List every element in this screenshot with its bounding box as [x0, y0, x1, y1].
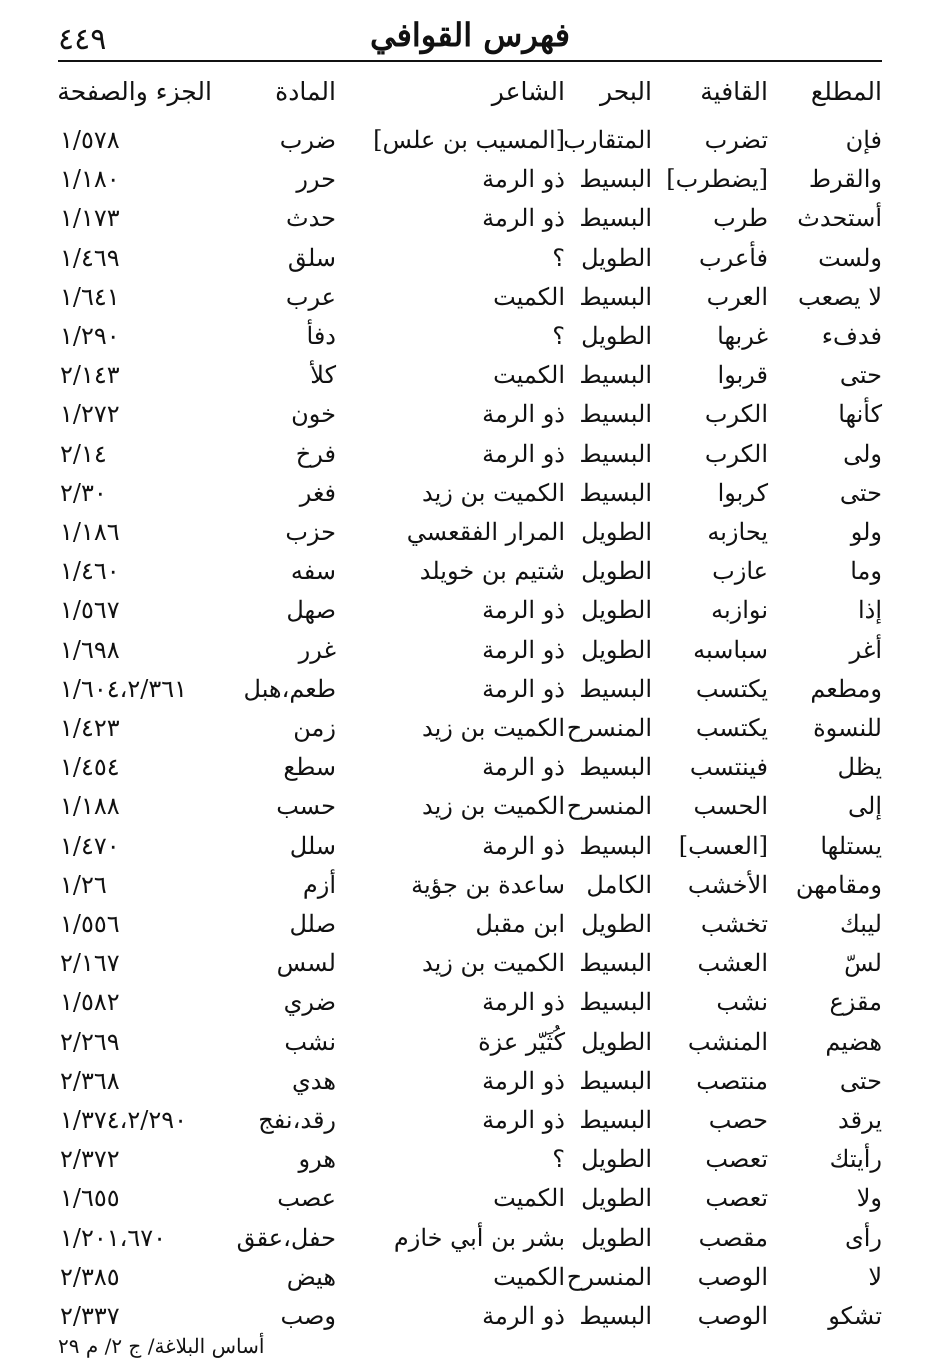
cell-bahr: المنسرح [566, 714, 652, 742]
cell-matla: والقرط [808, 165, 882, 194]
cell-shaer: ذو الرمة [482, 1066, 565, 1095]
cell-bahr: البسيط [579, 1106, 652, 1134]
cell-qafia: تضرب [704, 126, 768, 154]
cell-bahr: الطويل [581, 910, 652, 938]
cell-madda: عصب [277, 1184, 336, 1213]
cell-madda: حسب [276, 792, 336, 821]
cell-qafia: طرب [713, 204, 768, 233]
cell-qafia: سباسبه [693, 635, 768, 664]
cell-page: ١/٤٦٠ [60, 557, 120, 586]
cell-qafia: العرب [706, 282, 768, 311]
cell-shaer: ذو الرمة [482, 988, 565, 1017]
cell-matla: ومطعم [810, 674, 882, 703]
table-row [0, 1101, 940, 1140]
cell-page: ١/٦٥٥ [60, 1184, 120, 1213]
cell-bahr: البسيط [579, 400, 652, 429]
cell-madda: عرب [285, 282, 336, 311]
cell-madda: كلأ [310, 361, 336, 390]
cell-page: ١/٥٦٧ [60, 596, 120, 625]
cell-page: ١/١٨٦ [60, 518, 120, 546]
table-row [0, 435, 940, 474]
cell-qafia: [يضطرب] [666, 165, 768, 194]
table-row [0, 239, 940, 278]
header-page: الجزء والصفحة [57, 77, 212, 106]
cell-madda: حرر [296, 165, 336, 194]
page-number: ٤٤٩ [58, 22, 107, 57]
cell-qafia: الأخشب [687, 870, 768, 899]
cell-bahr: البسيط [579, 282, 652, 311]
cell-page: ١/٢٧٢ [60, 400, 120, 429]
cell-matla: لسّ [844, 949, 882, 978]
table-row [0, 827, 940, 866]
cell-madda: لسس [276, 949, 336, 978]
cell-qafia: الوصب [697, 1302, 768, 1330]
cell-bahr: البسيط [579, 1066, 652, 1095]
cell-matla: للنسوة [813, 714, 882, 742]
cell-madda: هيض [286, 1262, 336, 1291]
cell-page: ١/٤٥٤ [60, 753, 120, 782]
table-row [0, 1062, 940, 1101]
cell-shaer: ذو الرمة [482, 635, 565, 664]
cell-matla: فإن [845, 126, 882, 154]
cell-madda: ضرب [279, 126, 336, 154]
cell-matla: فدفء [821, 322, 882, 350]
cell-madda: صهل [286, 596, 336, 625]
cell-matla: ليبك [839, 910, 882, 938]
cell-bahr: البسيط [579, 361, 652, 390]
cell-page: ١/٢٠١،٦٧٠ [60, 1223, 167, 1252]
table-row [0, 160, 940, 199]
cell-qafia: حصب [708, 1106, 768, 1134]
cell-madda: زمن [293, 714, 336, 742]
cell-shaer: ؟ [552, 243, 565, 272]
table-row [0, 631, 940, 670]
cell-shaer: الكميت بن زيد [422, 478, 565, 507]
cell-qafia: يحازبه [707, 518, 768, 546]
cell-matla: حتى [839, 478, 882, 507]
page-footer: أساس البلاغة/ ج ٢/ م ٢٩ [58, 1334, 265, 1358]
table-row [0, 1140, 940, 1179]
cell-madda: رقد،نفج [258, 1106, 336, 1134]
cell-page: ١/٢٩٠ [60, 322, 120, 350]
cell-page: ٢/٣٠ [60, 478, 107, 507]
cell-page: ٢/٣٧٢ [60, 1145, 120, 1174]
cell-shaer: ذو الرمة [482, 674, 565, 703]
table-row [0, 552, 940, 591]
cell-matla: تشكو [828, 1302, 882, 1330]
cell-madda: طعم،هبل [243, 674, 336, 703]
table-row [0, 1258, 940, 1297]
cell-matla: حتى [839, 1066, 882, 1095]
cell-bahr: الطويل [581, 557, 652, 586]
cell-page: ١/٣٧٤،٢/٢٩٠ [60, 1106, 188, 1134]
header-qafia: القافية [700, 77, 768, 106]
cell-qafia: تخشب [700, 910, 768, 938]
cell-bahr: البسيط [579, 478, 652, 507]
cell-madda: وصب [280, 1302, 336, 1330]
cell-qafia: فأعرب [699, 243, 768, 272]
cell-matla: رأى [844, 1223, 882, 1252]
cell-qafia: الوصب [697, 1262, 768, 1291]
cell-shaer: الكميت [493, 282, 565, 311]
cell-matla: ومقامهن [795, 870, 882, 899]
table-row [0, 748, 940, 787]
cell-bahr: الكامل [586, 870, 652, 899]
cell-matla: ولى [843, 439, 882, 468]
table-row [0, 591, 940, 630]
cell-matla: أستحدث [797, 204, 882, 233]
cell-shaer: الكميت بن زيد [422, 792, 565, 821]
cell-matla: أغر [849, 635, 882, 664]
cell-shaer: المرار الفقعسي [406, 518, 565, 546]
cell-matla: يستلها [820, 831, 882, 860]
table-row [0, 709, 940, 748]
cell-matla: لا [868, 1262, 882, 1291]
cell-bahr: البسيط [579, 674, 652, 703]
cell-qafia: قربوا [717, 361, 768, 390]
cell-shaer: بشر بن أبي خازم [393, 1223, 565, 1252]
cell-bahr: البسيط [579, 831, 652, 860]
table-row [0, 1023, 940, 1062]
cell-qafia: الكرب [704, 439, 768, 468]
cell-shaer: الكميت [493, 1184, 565, 1213]
cell-page: ١/١٨٨ [60, 792, 120, 821]
cell-page: ١/٥٧٨ [60, 126, 120, 154]
cell-madda: خون [291, 400, 336, 429]
cell-madda: حزب [285, 518, 336, 546]
cell-shaer: الكميت بن زيد [422, 949, 565, 978]
cell-page: ١/٦٤١ [60, 282, 120, 311]
cell-qafia: نوازبه [711, 596, 768, 625]
cell-qafia: تعصب [705, 1145, 768, 1174]
cell-bahr: البسيط [579, 439, 652, 468]
cell-matla: حتى [839, 361, 882, 390]
cell-matla: إلى [848, 792, 882, 821]
cell-shaer: ذو الرمة [482, 831, 565, 860]
cell-bahr: المنسرح [566, 1262, 652, 1291]
cell-madda: ضري [283, 988, 336, 1017]
header-divider [58, 60, 882, 62]
table-row [0, 474, 940, 513]
cell-bahr: البسيط [579, 949, 652, 978]
cell-matla: لا يصعب [798, 282, 882, 311]
cell-madda: حدث [285, 204, 336, 233]
cell-bahr: البسيط [579, 165, 652, 194]
header-matla: المطلع [810, 77, 882, 106]
table-row [0, 866, 940, 905]
cell-shaer: ابن مقبل [475, 910, 565, 938]
cell-bahr: البسيط [579, 988, 652, 1017]
cell-bahr: البسيط [579, 753, 652, 782]
cell-bahr: الطويل [581, 1184, 652, 1213]
cell-page: ١/٢٦ [60, 870, 107, 899]
cell-shaer: ذو الرمة [482, 753, 565, 782]
cell-shaer: الكميت [493, 361, 565, 390]
cell-bahr: الطويل [581, 635, 652, 664]
header-madda: المادة [275, 77, 336, 106]
cell-shaer: الكميت بن زيد [422, 714, 565, 742]
cell-shaer: ؟ [552, 322, 565, 350]
cell-qafia: عازب [712, 557, 768, 586]
cell-shaer: شتيم بن خويلد [419, 557, 565, 586]
cell-madda: حفل،عقق [236, 1223, 336, 1252]
cell-page: ١/٥٥٦ [60, 910, 120, 938]
cell-page: ١/٦٠٤،٢/٣٦١ [60, 674, 188, 703]
cell-bahr: البسيط [579, 204, 652, 233]
table-row [0, 1219, 940, 1258]
cell-matla: يظل [837, 753, 882, 782]
table-row [0, 944, 940, 983]
cell-shaer: ذو الرمة [482, 596, 565, 625]
cell-page: ١/٦٩٨ [60, 635, 120, 664]
cell-shaer: ؟ [552, 1145, 565, 1174]
cell-matla: وما [850, 557, 882, 586]
cell-page: ١/١٧٣ [60, 204, 120, 233]
cell-madda: سلق [287, 243, 336, 272]
cell-bahr: المتقارب [563, 126, 652, 154]
cell-shaer: ذو الرمة [482, 400, 565, 429]
cell-madda: غرر [298, 635, 336, 664]
cell-page: ١/٤٧٠ [60, 831, 120, 860]
cell-qafia: غربها [717, 322, 768, 350]
cell-page: ٢/٣٦٨ [60, 1066, 120, 1095]
cell-madda: هرو [298, 1145, 336, 1174]
cell-shaer: ذو الرمة [482, 165, 565, 194]
cell-bahr: الطويل [581, 243, 652, 272]
table-row [0, 905, 940, 944]
table-row [0, 1297, 940, 1336]
cell-page: ١/٤٢٣ [60, 714, 120, 742]
cell-madda: سطع [283, 753, 336, 782]
table-row [0, 317, 940, 356]
cell-madda: صلل [289, 910, 336, 938]
cell-matla: ولست [818, 243, 882, 272]
cell-page: ٢/١٤٣ [60, 361, 120, 390]
cell-shaer: الكميت [493, 1262, 565, 1291]
cell-qafia: يكتسب [695, 674, 768, 703]
cell-qafia: مقصب [698, 1223, 768, 1252]
cell-page: ١/٥٨٢ [60, 988, 120, 1017]
cell-bahr: الطويل [581, 1223, 652, 1252]
cell-bahr: الطويل [581, 1027, 652, 1056]
cell-shaer: ذو الرمة [482, 1302, 565, 1330]
cell-bahr: الطويل [581, 518, 652, 546]
cell-madda: دفأ [306, 322, 336, 350]
table-row [0, 278, 940, 317]
table-row [0, 356, 940, 395]
cell-shaer: ذو الرمة [482, 1106, 565, 1134]
cell-shaer: ذو الرمة [482, 439, 565, 468]
cell-qafia: تعصب [705, 1184, 768, 1213]
cell-page: ٢/٣٣٧ [60, 1302, 120, 1330]
cell-bahr: المنسرح [566, 792, 652, 821]
header-bahr: البحر [599, 77, 652, 106]
cell-qafia: فينتسب [689, 753, 768, 782]
cell-page: ١/١٨٠ [60, 165, 120, 194]
cell-madda: سفه [290, 557, 336, 586]
table-row [0, 513, 940, 552]
cell-qafia: كربوا [717, 478, 768, 507]
table-row [0, 1179, 940, 1218]
cell-qafia: الكرب [704, 400, 768, 429]
cell-matla: يرقد [838, 1106, 882, 1134]
cell-shaer: ساعدة بن جؤية [411, 870, 565, 899]
cell-bahr: البسيط [579, 1302, 652, 1330]
cell-matla: مقزع [829, 988, 882, 1017]
cell-page: ٢/١٤ [60, 439, 107, 468]
cell-madda: أزم [302, 870, 336, 899]
cell-matla: ولو [850, 518, 882, 546]
cell-madda: فرخ [295, 439, 336, 468]
table-row [0, 121, 940, 160]
cell-matla: كأنها [838, 400, 882, 429]
cell-matla: إذا [857, 596, 882, 625]
cell-madda: نشب [284, 1027, 336, 1056]
cell-qafia: يكتسب [695, 714, 768, 742]
cell-bahr: الطويل [581, 1145, 652, 1174]
cell-bahr: الطويل [581, 322, 652, 350]
table-row [0, 395, 940, 434]
table-row [0, 983, 940, 1022]
cell-bahr: الطويل [581, 596, 652, 625]
cell-qafia: [العسب] [678, 831, 768, 860]
cell-page: ٢/١٦٧ [60, 949, 120, 978]
cell-qafia: نشب [716, 988, 768, 1017]
cell-madda: سلل [289, 831, 336, 860]
page-title: فهرس القوافي [369, 16, 571, 54]
cell-page: ٢/٢٦٩ [60, 1027, 120, 1056]
cell-shaer: [المسيب بن علس] [373, 126, 565, 154]
cell-madda: هدي [291, 1066, 336, 1095]
cell-qafia: الحسب [693, 792, 768, 821]
table-row [0, 199, 940, 238]
cell-qafia: العشب [697, 949, 768, 978]
cell-matla: ولا [856, 1184, 882, 1213]
table-row [0, 670, 940, 709]
cell-qafia: منتصب [696, 1066, 768, 1095]
cell-page: ٢/٣٨٥ [60, 1262, 120, 1291]
cell-matla: رأيتك [829, 1145, 882, 1174]
cell-madda: فغر [299, 478, 336, 507]
cell-matla: هضيم [825, 1027, 882, 1056]
table-row [0, 787, 940, 826]
cell-shaer: ذو الرمة [482, 204, 565, 233]
cell-page: ١/٤٦٩ [60, 243, 120, 272]
cell-shaer: كُثَيّر عزة [478, 1027, 565, 1056]
header-shaer: الشاعر [491, 77, 565, 106]
cell-qafia: المنشب [687, 1027, 768, 1056]
